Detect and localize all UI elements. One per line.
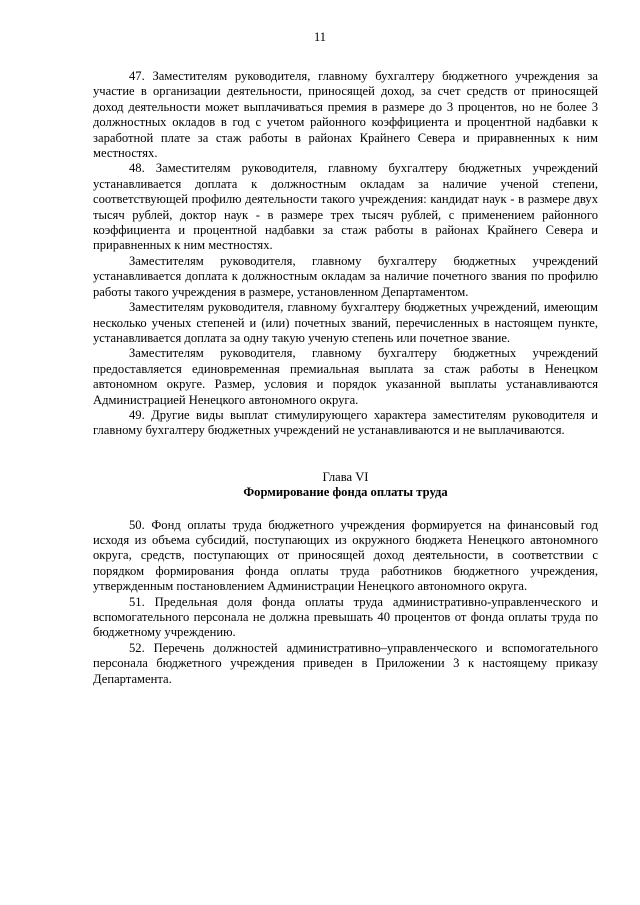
paragraph-51: 51. Предельная доля фонда оплаты труда административно-управленческого и вспомогательного персонала не должна превышать 40 процентов от фонда оплаты труда по бюджетному учреждению. (93, 594, 598, 640)
paragraph-48: 48. Заместителям руководителя, главному бухгалтеру бюджетных учреждений устанавливается доплата к должностным окладам за наличие ученой степени, соответствующей профилю деятельности такого учреждения: кандидат наук - в размере двух тысяч рублей, доктор наук - в размере трех тысяч рублей, с применением районного коэффициента и процентной надбавки за стаж работы в районах Крайнего Севера и приравненных к ним местностях. (93, 161, 598, 253)
paragraph-49: 49. Другие виды выплат стимулирующего характера заместителям руководителя и главному бухгалтеру бюджетных учреждений не устанавливаются и не выплачиваются. (93, 407, 598, 438)
document-body (93, 69, 598, 687)
paragraph-50: 50. Фонд оплаты труда бюджетного учреждения формируется на финансовый год исходя из объема субсидий, поступающих из окружного бюджета Ненецкого автономного округа, средств, поступающих от приносящей доход деятельности, в соответствии с порядком формирования фонда оплаты труда работников бюджетного учреждения, утвержденным постановлением Администрации Ненецкого автономного округа. (93, 517, 598, 594)
section-spacer (93, 501, 598, 518)
paragraph-48-honorary-title: Заместителям руководителя, главному бухгалтеру бюджетных учреждений устанавливается доплата к должностным окладам за наличие почетного звания по профилю работы такого учреждения в размере, установленном Департаментом. (93, 253, 598, 299)
paragraph-48-seniority-bonus: Заместителям руководителя, главному бухгалтеру бюджетных учреждений предоставляется единовременная премиальная выплата за стаж работы в Ненецком автономном округе. Размер, условия и порядок указанной выплаты устанавливаются Администрацией Ненецкого автономного округа. (93, 346, 598, 407)
chapter-label: Глава VI (322, 469, 369, 484)
paragraph-47: 47. Заместителям руководителя, главному бухгалтеру бюджетного учреждения за участие в организации деятельности, приносящей доход, за счет средств от приносящей доход деятельности может выплачиваться премия в размере до 3 процентов, но не более 3 должностных окладов в год с учетом районного коэффициента и процентной надбавки к заработной плате за стаж работы в районах Крайнего Севера и приравненных к ним местностях. (93, 69, 598, 161)
chapter-title: Формирование фонда оплаты труда (243, 485, 448, 500)
paragraph-48-multiple-degrees: Заместителям руководителя, главному бухгалтеру бюджетных учреждений, имеющим несколько ученых степеней и (или) почетных званий, перечисленных в настоящем пункте, устанавливается доплата за одну такую ученую степень или почетное звание. (93, 300, 598, 345)
page-number: 11 (313, 30, 327, 44)
paragraph-52: 52. Перечень должностей административно–управленческого и вспомогательного персонала бюджетного учреждения приведен в Приложении 3 к настоящему приказу Департамента. (93, 640, 598, 686)
